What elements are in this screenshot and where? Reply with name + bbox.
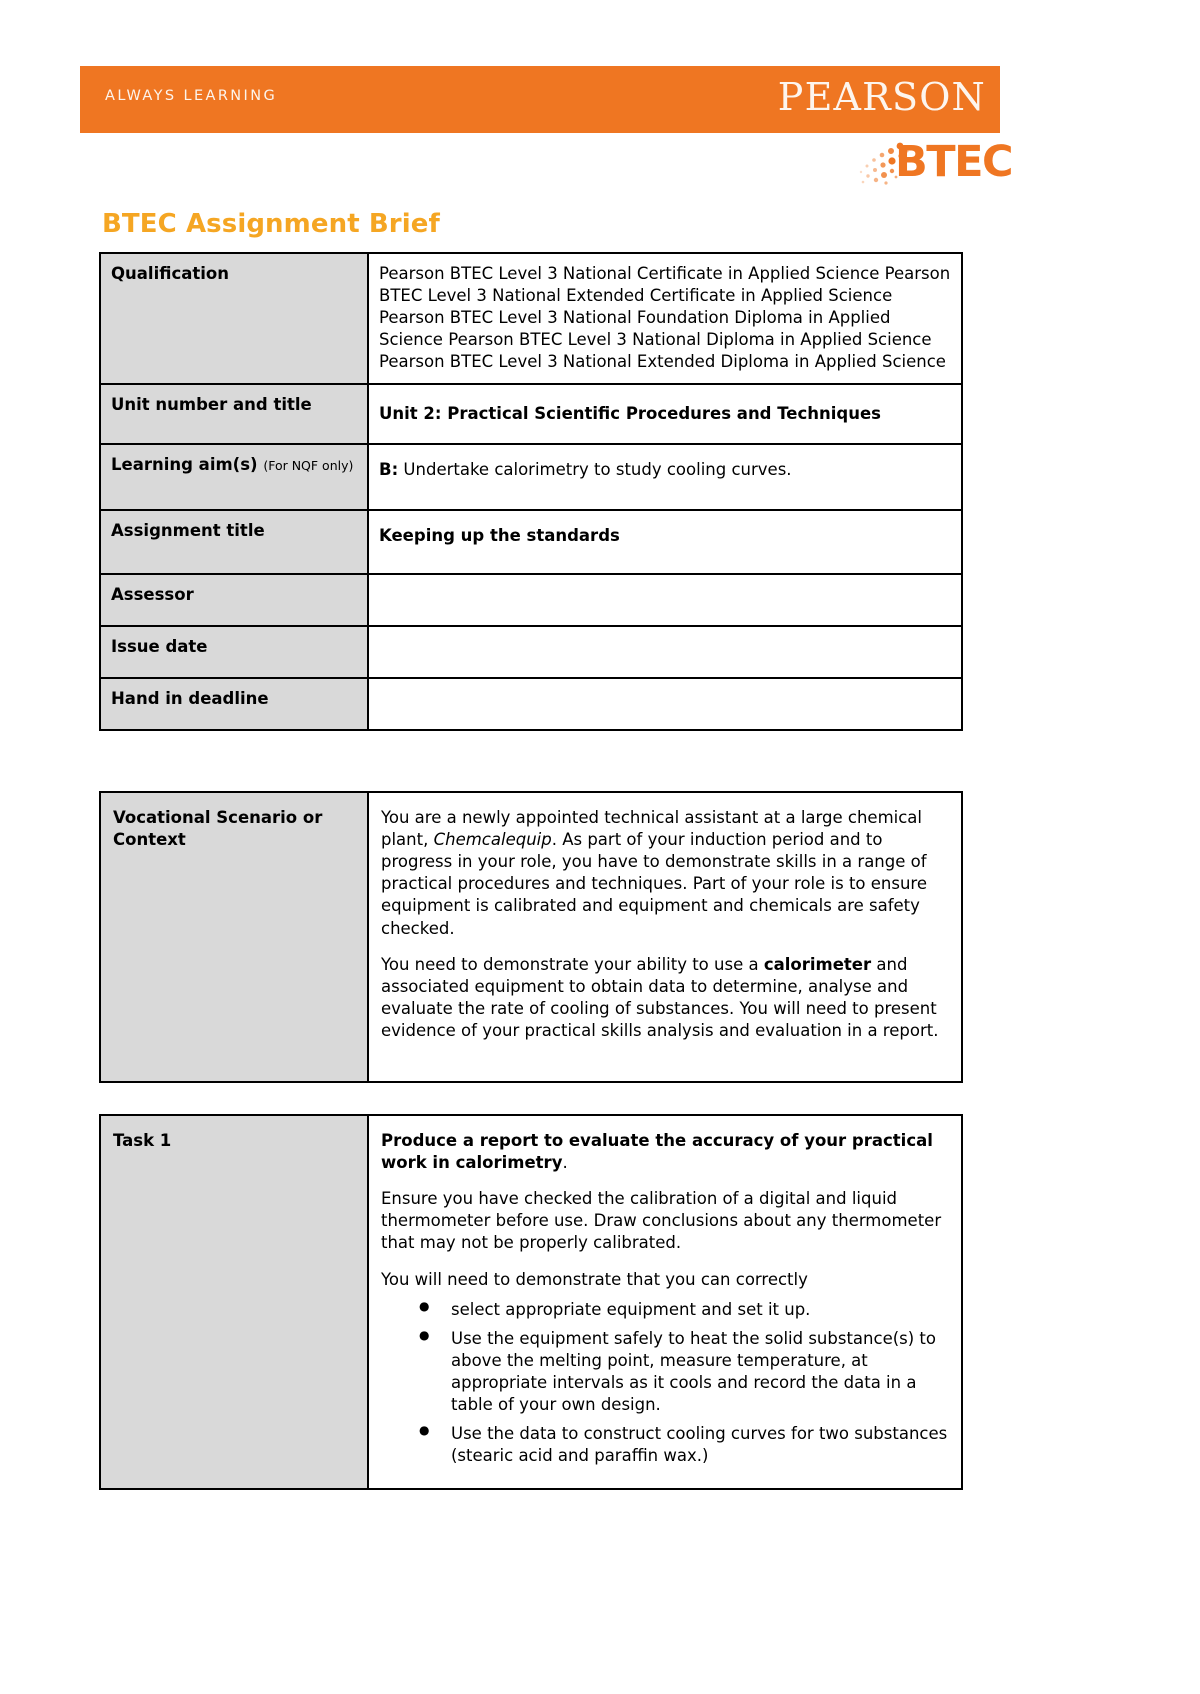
table-row [100,574,962,626]
scenario-p2-part1: You need to demonstrate your ability to use a [381,954,764,974]
scenario-p1-part2: . As part of your induction period and to progress in your role, you have to demonstrate skills in a range of practical procedures and techniques. Part of your role is to ensure equipment is calibrated and equipment and chemicals are safety checked. [381,830,927,938]
learning-aims-label-note: (For NQF only) [263,457,354,473]
scenario-paragraph-1 [381,807,949,940]
header-band [80,66,1000,133]
list-item: ● Use the data to construct cooling curves for two substances (stearic acid and paraffin wax.) [419,1423,949,1467]
row-value-task-1 [368,1115,962,1489]
row-value-vocational-scenario [368,792,962,1082]
task1-heading-tail: . [562,1153,568,1173]
learning-aim-text: Undertake calorimetry to study cooling curves. [398,459,792,479]
row-label-assessor: Assessor [100,574,368,626]
table-row [100,510,962,574]
table-row [100,626,962,678]
qualification-line-2: Pearson BTEC Level 3 National Extended Diploma in Applied Science [379,352,946,372]
row-label-vocational-scenario: Vocational Scenario or Context [100,792,368,1082]
row-value-learning-aims [368,444,962,510]
table-row [100,792,962,1082]
task1-paragraph-2: You will need to demonstrate that you can correctly [381,1269,808,1289]
scenario-paragraph-2 [381,954,949,1042]
table-row [100,1115,962,1489]
assignment-info-table [99,252,963,731]
learning-aims-label-text: Learning aim(s) [111,454,258,474]
row-label-unit: Unit number and title [100,384,368,444]
table-row [100,678,962,730]
table-row [100,444,962,510]
task1-paragraph-1: Ensure you have checked the calibration of a digital and liquid thermometer before use. Draw conclusions about any thermometer that may not be properly calibrated. [381,1189,942,1253]
row-label-issue-date: Issue date [100,626,368,678]
row-value-issue-date[interactable] [368,626,962,678]
task1-heading-bold: Produce a report to evaluate the accuracy of your practical work in calorimetry [381,1131,933,1173]
row-value-unit: Unit 2: Practical Scientific Procedures and Techniques [368,384,962,444]
learning-aim-prefix: B: [379,459,399,479]
vocational-scenario-table [99,791,963,1083]
qualification-line-1: Pearson BTEC Level 3 National Certificate in Applied Science Pearson BTEC Level 3 National Extended Certificate in Applied Science Pearson BTEC Level 3 National Foundation Diploma in Applied Science Pearson BTEC Level 3 National Diploma in Applied Science [379,264,951,350]
row-value-assignment-title: Keeping up the standards [368,510,962,574]
table-row [100,384,962,444]
task-1-table [99,1114,963,1490]
pearson-wordmark: PEARSON [777,75,986,119]
row-label-learning-aims [100,444,368,510]
scenario-p1-part1: You are a newly appointed technical assistant at a large chemical plant, [381,808,922,850]
list-item: ● select appropriate equipment and set it up. [419,1299,949,1321]
page-title: BTEC Assignment Brief [102,209,440,239]
always-learning-tagline: ALWAYS LEARNING [105,88,278,104]
row-value-hand-in-deadline[interactable] [368,678,962,730]
btec-wordmark: BTEC [895,137,1013,187]
row-label-qualification: Qualification [100,253,368,384]
scenario-company-name: Chemcalequip [433,830,552,850]
task1-bullet-list [381,1299,949,1468]
row-label-assignment-title: Assignment title [100,510,368,574]
btec-logo [855,137,1013,187]
row-value-assessor[interactable] [368,574,962,626]
task1-heading [381,1130,949,1174]
row-value-qualification [368,253,962,384]
list-item: ● Use the equipment safely to heat the solid substance(s) to above the melting point, measure temperature, at appropriate intervals as it cools and record the data in a table of your own design. [419,1328,949,1416]
row-label-hand-in-deadline: Hand in deadline [100,678,368,730]
table-row [100,253,962,384]
scenario-p2-part2: and associated equipment to obtain data to determine, analyse and evaluate the rate of cooling of substances. You will need to present evidence of your practical skills analysis and evaluation in a report. [381,954,939,1040]
scenario-keyword-calorimeter: calorimeter [763,954,872,974]
row-label-task-1: Task 1 [100,1115,368,1489]
